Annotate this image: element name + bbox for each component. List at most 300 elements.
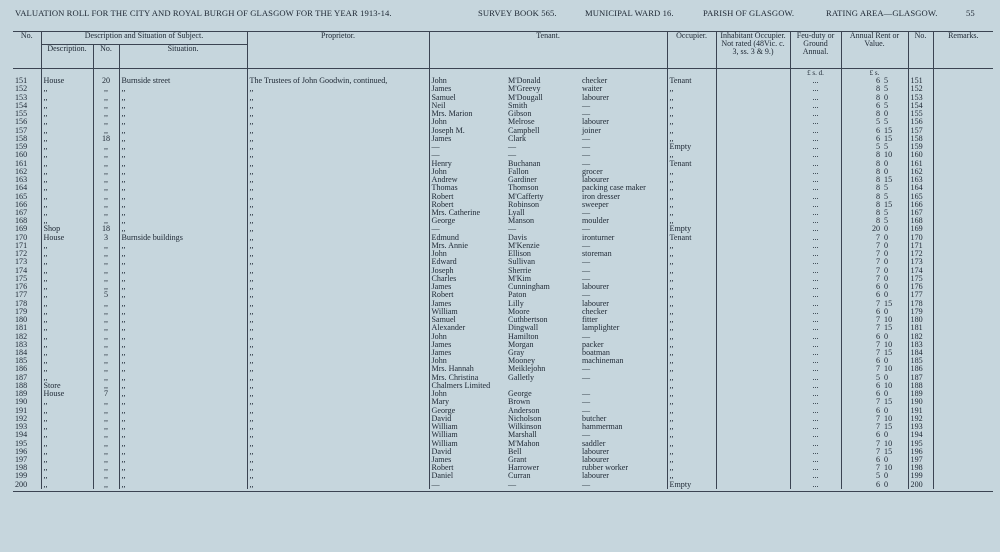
cell-desc: ,,	[41, 357, 93, 365]
cell-prop: ,,	[247, 193, 429, 201]
cell-inh	[716, 472, 790, 480]
cell-occupier: ,,	[667, 94, 716, 102]
cell-num: ,,	[93, 456, 119, 464]
cell-rno: 190	[908, 398, 933, 406]
cell-first: William	[431, 439, 458, 448]
cell-last: Ellison	[508, 250, 531, 259]
cell-last: —	[508, 225, 517, 234]
cell-shillings: 0	[882, 234, 908, 242]
cell-rno: 170	[908, 234, 933, 242]
cell-last: Davis	[508, 233, 527, 242]
cell-shillings: 0	[882, 94, 908, 102]
cell-desc: ,,	[41, 217, 93, 225]
cell-occ: storeman	[580, 250, 667, 258]
cell-inh	[716, 382, 790, 390]
cell-sit: ,,	[119, 250, 247, 258]
cell-last: Brown	[508, 398, 531, 407]
cell-num: ,,	[93, 193, 119, 201]
cell-pounds: 7	[875, 414, 881, 423]
col-proprietor: Proprietor.	[247, 32, 429, 69]
parish: PARISH OF GLASGOW.	[703, 8, 795, 18]
cell-occupier: ,,	[667, 300, 716, 308]
cell-first: Neil	[431, 101, 446, 110]
cell-prop: ,,	[247, 201, 429, 209]
cell-prop: ,,	[247, 110, 429, 118]
cell-remarks	[933, 258, 993, 266]
cell-feu: ...	[790, 316, 841, 324]
cell-inh	[716, 365, 790, 373]
cell-remarks	[933, 275, 993, 283]
cell-rno: 161	[908, 160, 933, 168]
cell-no: 175	[13, 275, 41, 283]
cell-occ: —	[580, 407, 667, 415]
cell-first: Samuel	[431, 316, 456, 325]
cell-last: Campbell	[508, 126, 540, 135]
cell-shillings: 0	[882, 283, 908, 291]
cell-pounds: 7	[875, 447, 881, 456]
cell-occ: —	[580, 398, 667, 406]
cell-occupier: ,,	[667, 382, 716, 390]
cell-occ: —	[580, 258, 667, 266]
cell-rno: 200	[908, 481, 933, 489]
cell-shillings: 15	[882, 448, 908, 456]
cell-occupier: ,,	[667, 102, 716, 110]
cell-feu: ...	[790, 365, 841, 373]
cell-occ: labourer	[580, 118, 667, 126]
cell-occ: —	[580, 333, 667, 341]
cell-inh	[716, 275, 790, 283]
cell-desc: ,,	[41, 275, 93, 283]
cell-first: William	[431, 423, 458, 432]
cell-no: 195	[13, 440, 41, 448]
cell-no: 160	[13, 151, 41, 159]
cell-occupier: ,,	[667, 349, 716, 357]
cell-occupier: ,,	[667, 85, 716, 93]
cell-pounds: 7	[875, 274, 881, 283]
cell-first: John	[431, 118, 447, 127]
cell-first: Edmund	[431, 233, 459, 242]
cell-first: James	[431, 283, 452, 292]
cell-feu: ...	[790, 357, 841, 365]
table-row	[13, 481, 993, 489]
cell-sit: ,,	[119, 283, 247, 291]
cell-desc: ,,	[41, 176, 93, 184]
cell-remarks	[933, 217, 993, 225]
cell-sit: ,,	[119, 365, 247, 373]
cell-prop: ,,	[247, 102, 429, 110]
cell-occupier: ,,	[667, 333, 716, 341]
cell-desc: ,,	[41, 407, 93, 415]
cell-pounds: 8	[875, 200, 881, 209]
cell-occupier: ,,	[667, 135, 716, 143]
cell-occ: —	[580, 374, 667, 382]
cell-occupier: Tenant	[667, 77, 716, 85]
cell-rno: 193	[908, 423, 933, 431]
cell-no: 184	[13, 349, 41, 357]
table-row	[13, 374, 993, 382]
cell-num: ,,	[93, 102, 119, 110]
cell-sit: ,,	[119, 267, 247, 275]
cell-first: George	[431, 217, 456, 226]
cell-occupier: ,,	[667, 423, 716, 431]
cell-occupier: ,,	[667, 176, 716, 184]
cell-occ: checker	[580, 77, 667, 85]
cell-last: Meiklejohn	[508, 365, 546, 374]
cell-shillings: 5	[882, 77, 908, 85]
cell-prop: ,,	[247, 275, 429, 283]
table-row	[13, 316, 993, 324]
cell-pounds: 6	[875, 406, 881, 415]
cell-num: ,,	[93, 398, 119, 406]
cell-rno: 185	[908, 357, 933, 365]
cell-pounds: 7	[875, 340, 881, 349]
cell-occ: joiner	[580, 127, 667, 135]
cell-no: 155	[13, 110, 41, 118]
cell-desc: ,,	[41, 374, 93, 382]
cell-pounds: 6	[875, 283, 881, 292]
cell-pounds: 8	[875, 110, 881, 119]
cell-shillings: 0	[882, 168, 908, 176]
cell-sit: ,,	[119, 456, 247, 464]
cell-num: ,,	[93, 94, 119, 102]
cell-shillings: 0	[882, 308, 908, 316]
cell-num: ,,	[93, 300, 119, 308]
cell-remarks	[933, 250, 993, 258]
cell-last: Wilkinson	[508, 423, 542, 432]
cell-last: Gibson	[508, 110, 532, 119]
cell-num: ,,	[93, 250, 119, 258]
cell-prop: ,,	[247, 127, 429, 135]
cell-shillings: 0	[882, 291, 908, 299]
cell-remarks	[933, 234, 993, 242]
cell-remarks	[933, 349, 993, 357]
cell-inh	[716, 118, 790, 126]
cell-last: Lyall	[508, 208, 525, 217]
cell-remarks	[933, 357, 993, 365]
cell-prop: ,,	[247, 135, 429, 143]
cell-desc: ,,	[41, 160, 93, 168]
cell-occupier: Empty	[667, 481, 716, 489]
cell-first: Joseph	[431, 266, 454, 275]
cell-rno: 184	[908, 349, 933, 357]
cell-occ: grocer	[580, 168, 667, 176]
cell-shillings: 0	[882, 250, 908, 258]
cell-num: ,,	[93, 151, 119, 159]
cell-prop: ,,	[247, 341, 429, 349]
cell-inh	[716, 242, 790, 250]
cell-first: Henry	[431, 159, 452, 168]
cell-pounds: 8	[875, 217, 881, 226]
cell-feu: ...	[790, 209, 841, 217]
cell-no: 181	[13, 324, 41, 332]
cell-desc: ,,	[41, 201, 93, 209]
cell-first: John	[431, 357, 447, 366]
cell-sit: ,,	[119, 324, 247, 332]
cell-desc: ,,	[41, 308, 93, 316]
table-row	[13, 382, 993, 390]
cell-feu: ...	[790, 267, 841, 275]
cell-feu: ...	[790, 242, 841, 250]
cell-last: Thomson	[508, 184, 539, 193]
cell-sit: ,,	[119, 85, 247, 93]
cell-prop: ,,	[247, 283, 429, 291]
cell-feu: ...	[790, 382, 841, 390]
cell-shillings: 0	[882, 267, 908, 275]
cell-occ: fitter	[580, 316, 667, 324]
cell-desc: ,,	[41, 300, 93, 308]
cell-prop: ,,	[247, 267, 429, 275]
cell-remarks	[933, 242, 993, 250]
cell-occupier: ,,	[667, 341, 716, 349]
cell-rno: 155	[908, 110, 933, 118]
cell-desc: ,,	[41, 193, 93, 201]
cell-pounds: 20	[871, 225, 881, 234]
cell-occ: moulder	[580, 217, 667, 225]
cell-occupier: ,,	[667, 365, 716, 373]
cell-prop: ,,	[247, 168, 429, 176]
cell-remarks	[933, 300, 993, 308]
col-feu-duty: Feu-duty or Ground Annual.	[790, 32, 841, 69]
cell-no: 156	[13, 118, 41, 126]
cell-shillings: 15	[882, 127, 908, 135]
cell-desc: ,,	[41, 456, 93, 464]
cell-num: ,,	[93, 357, 119, 365]
cell-feu: ...	[790, 324, 841, 332]
cell-shillings: 5	[882, 143, 908, 151]
cell-shillings: 0	[882, 407, 908, 415]
cell-num: ,,	[93, 110, 119, 118]
cell-sit: ,,	[119, 176, 247, 184]
cell-shillings: 0	[882, 456, 908, 464]
cell-desc: ,,	[41, 135, 93, 143]
cell-pounds: 6	[875, 381, 881, 390]
cell-num: ,,	[93, 349, 119, 357]
table-row	[13, 151, 993, 159]
cell-rno: 172	[908, 250, 933, 258]
cell-desc: ,,	[41, 151, 93, 159]
cell-occupier: ,,	[667, 415, 716, 423]
cell-inh	[716, 127, 790, 135]
cell-sit: ,,	[119, 333, 247, 341]
cell-occ: waiter	[580, 85, 667, 93]
cell-occ: hammerman	[580, 423, 667, 431]
cell-remarks	[933, 209, 993, 217]
table-row	[13, 456, 993, 464]
cell-desc: House	[41, 390, 93, 398]
cell-last: Sherrie	[508, 266, 532, 275]
cell-desc: Store	[41, 382, 93, 390]
cell-rno: 151	[908, 77, 933, 85]
table-row	[13, 415, 993, 423]
cell-last: Buchanan	[508, 159, 541, 168]
cell-last: M'Kim	[508, 274, 532, 283]
table-row	[13, 407, 993, 415]
table-body	[13, 77, 993, 489]
cell-prop: ,,	[247, 184, 429, 192]
cell-desc: ,,	[41, 398, 93, 406]
table-row	[13, 127, 993, 135]
cell-inh	[716, 110, 790, 118]
cell-feu: ...	[790, 151, 841, 159]
cell-shillings: 0	[882, 275, 908, 283]
cell-feu: ...	[790, 374, 841, 382]
cell-feu: ...	[790, 308, 841, 316]
cell-inh	[716, 250, 790, 258]
cell-rno: 179	[908, 308, 933, 316]
col-inhabitant: Inhabitant Occupier. Not rated (48Vic. c. 3, ss. 3 & 9.)	[716, 32, 790, 69]
cell-sit: ,,	[119, 275, 247, 283]
cell-occupier: ,,	[667, 464, 716, 472]
cell-shillings: 0	[882, 225, 908, 233]
cell-rno: 158	[908, 135, 933, 143]
cell-last: —	[508, 480, 517, 489]
cell-desc: ,,	[41, 85, 93, 93]
table-row	[13, 275, 993, 283]
cell-remarks	[933, 472, 993, 480]
cell-first: Mrs. Hannah	[431, 365, 474, 374]
cell-no: 189	[13, 390, 41, 398]
table-row	[13, 390, 993, 398]
cell-feu: ...	[790, 440, 841, 448]
cell-inh	[716, 85, 790, 93]
cell-remarks	[933, 333, 993, 341]
cell-feu: ...	[790, 390, 841, 398]
cell-rno: 191	[908, 407, 933, 415]
cell-remarks	[933, 127, 993, 135]
cell-rno: 192	[908, 415, 933, 423]
cell-pounds: 7	[875, 316, 881, 325]
cell-prop: ,,	[247, 382, 429, 390]
cell-first: William	[431, 307, 458, 316]
col-description-group: Description and Situation of Subject.	[41, 32, 247, 45]
cell-inh	[716, 308, 790, 316]
cell-first: John	[431, 390, 447, 399]
cell-inh	[716, 415, 790, 423]
cell-prop: ,,	[247, 415, 429, 423]
cell-num: ,,	[93, 184, 119, 192]
cell-num: ,,	[93, 464, 119, 472]
cell-no: 193	[13, 423, 41, 431]
cell-no: 197	[13, 456, 41, 464]
cell-last: Paton	[508, 291, 527, 300]
cell-sit: ,,	[119, 201, 247, 209]
cell-shillings: 10	[882, 464, 908, 472]
cell-occupier: ,,	[667, 398, 716, 406]
cell-no: 186	[13, 365, 41, 373]
table-row	[13, 398, 993, 406]
cell-rno: 197	[908, 456, 933, 464]
cell-last: M'Donald	[508, 77, 541, 86]
cell-desc: ,,	[41, 472, 93, 480]
cell-desc: ,,	[41, 324, 93, 332]
cell-pounds: 6	[875, 291, 881, 300]
cell-feu: ...	[790, 184, 841, 192]
cell-prop: The Trustees of John Goodwin, continued,	[247, 77, 429, 85]
cell-sit: ,,	[119, 168, 247, 176]
cell-occupier: ,,	[667, 217, 716, 225]
cell-first: Chalmers Limited	[431, 381, 491, 390]
cell-rno: 183	[908, 341, 933, 349]
cell-occ: packer	[580, 341, 667, 349]
cell-rno: 171	[908, 242, 933, 250]
cell-feu: ...	[790, 283, 841, 291]
cell-shillings: 15	[882, 300, 908, 308]
cell-remarks	[933, 324, 993, 332]
cell-no: 192	[13, 415, 41, 423]
cell-sit: ,,	[119, 291, 247, 299]
table-row	[13, 291, 993, 299]
cell-shillings: 10	[882, 151, 908, 159]
table-row	[13, 143, 993, 151]
cell-first: David	[431, 447, 452, 456]
cell-feu: ...	[790, 258, 841, 266]
cell-remarks	[933, 94, 993, 102]
cell-shillings: 0	[882, 258, 908, 266]
cell-prop: ,,	[247, 250, 429, 258]
cell-rno: 160	[908, 151, 933, 159]
cell-remarks	[933, 407, 993, 415]
cell-first: Robert	[431, 192, 454, 201]
cell-num: ,,	[93, 440, 119, 448]
cell-inh	[716, 267, 790, 275]
cell-pounds: 6	[875, 390, 881, 399]
cell-feu: ...	[790, 333, 841, 341]
cell-shillings: 0	[882, 431, 908, 439]
cell-prop: ,,	[247, 431, 429, 439]
cell-rno: 167	[908, 209, 933, 217]
cell-inh	[716, 283, 790, 291]
cell-occupier: ,,	[667, 472, 716, 480]
cell-remarks	[933, 283, 993, 291]
cell-num: ,,	[93, 143, 119, 151]
cell-remarks	[933, 440, 993, 448]
cell-num: ,,	[93, 85, 119, 93]
cell-sit: Burnside buildings	[119, 234, 247, 242]
cell-no: 198	[13, 464, 41, 472]
cell-remarks	[933, 423, 993, 431]
cell-pounds: 7	[875, 439, 881, 448]
cell-rno: 186	[908, 365, 933, 373]
cell-first: Robert	[431, 464, 454, 473]
cell-no: 153	[13, 94, 41, 102]
cell-inh	[716, 324, 790, 332]
cell-last: —	[508, 143, 517, 152]
table-row	[13, 300, 993, 308]
cell-sit: ,,	[119, 341, 247, 349]
table-row	[13, 85, 993, 93]
cell-no: 154	[13, 102, 41, 110]
survey-book: SURVEY BOOK 565.	[478, 8, 557, 18]
cell-num: ,,	[93, 160, 119, 168]
table-row	[13, 201, 993, 209]
cell-sit: ,,	[119, 357, 247, 365]
col-situation: Situation.	[119, 44, 247, 68]
cell-num: ,,	[93, 448, 119, 456]
cell-desc: ,,	[41, 118, 93, 126]
cell-occupier: ,,	[667, 283, 716, 291]
cell-no: 180	[13, 316, 41, 324]
cell-pounds: 5	[875, 373, 881, 382]
cell-shillings: 15	[882, 349, 908, 357]
cell-prop: ,,	[247, 481, 429, 489]
cell-last: Hamilton	[508, 332, 539, 341]
cell-occ: labourer	[580, 456, 667, 464]
cell-occ: —	[580, 242, 667, 250]
cell-prop: ,,	[247, 151, 429, 159]
cell-last: Bell	[508, 447, 522, 456]
cell-occupier: ,,	[667, 267, 716, 275]
cell-inh	[716, 464, 790, 472]
